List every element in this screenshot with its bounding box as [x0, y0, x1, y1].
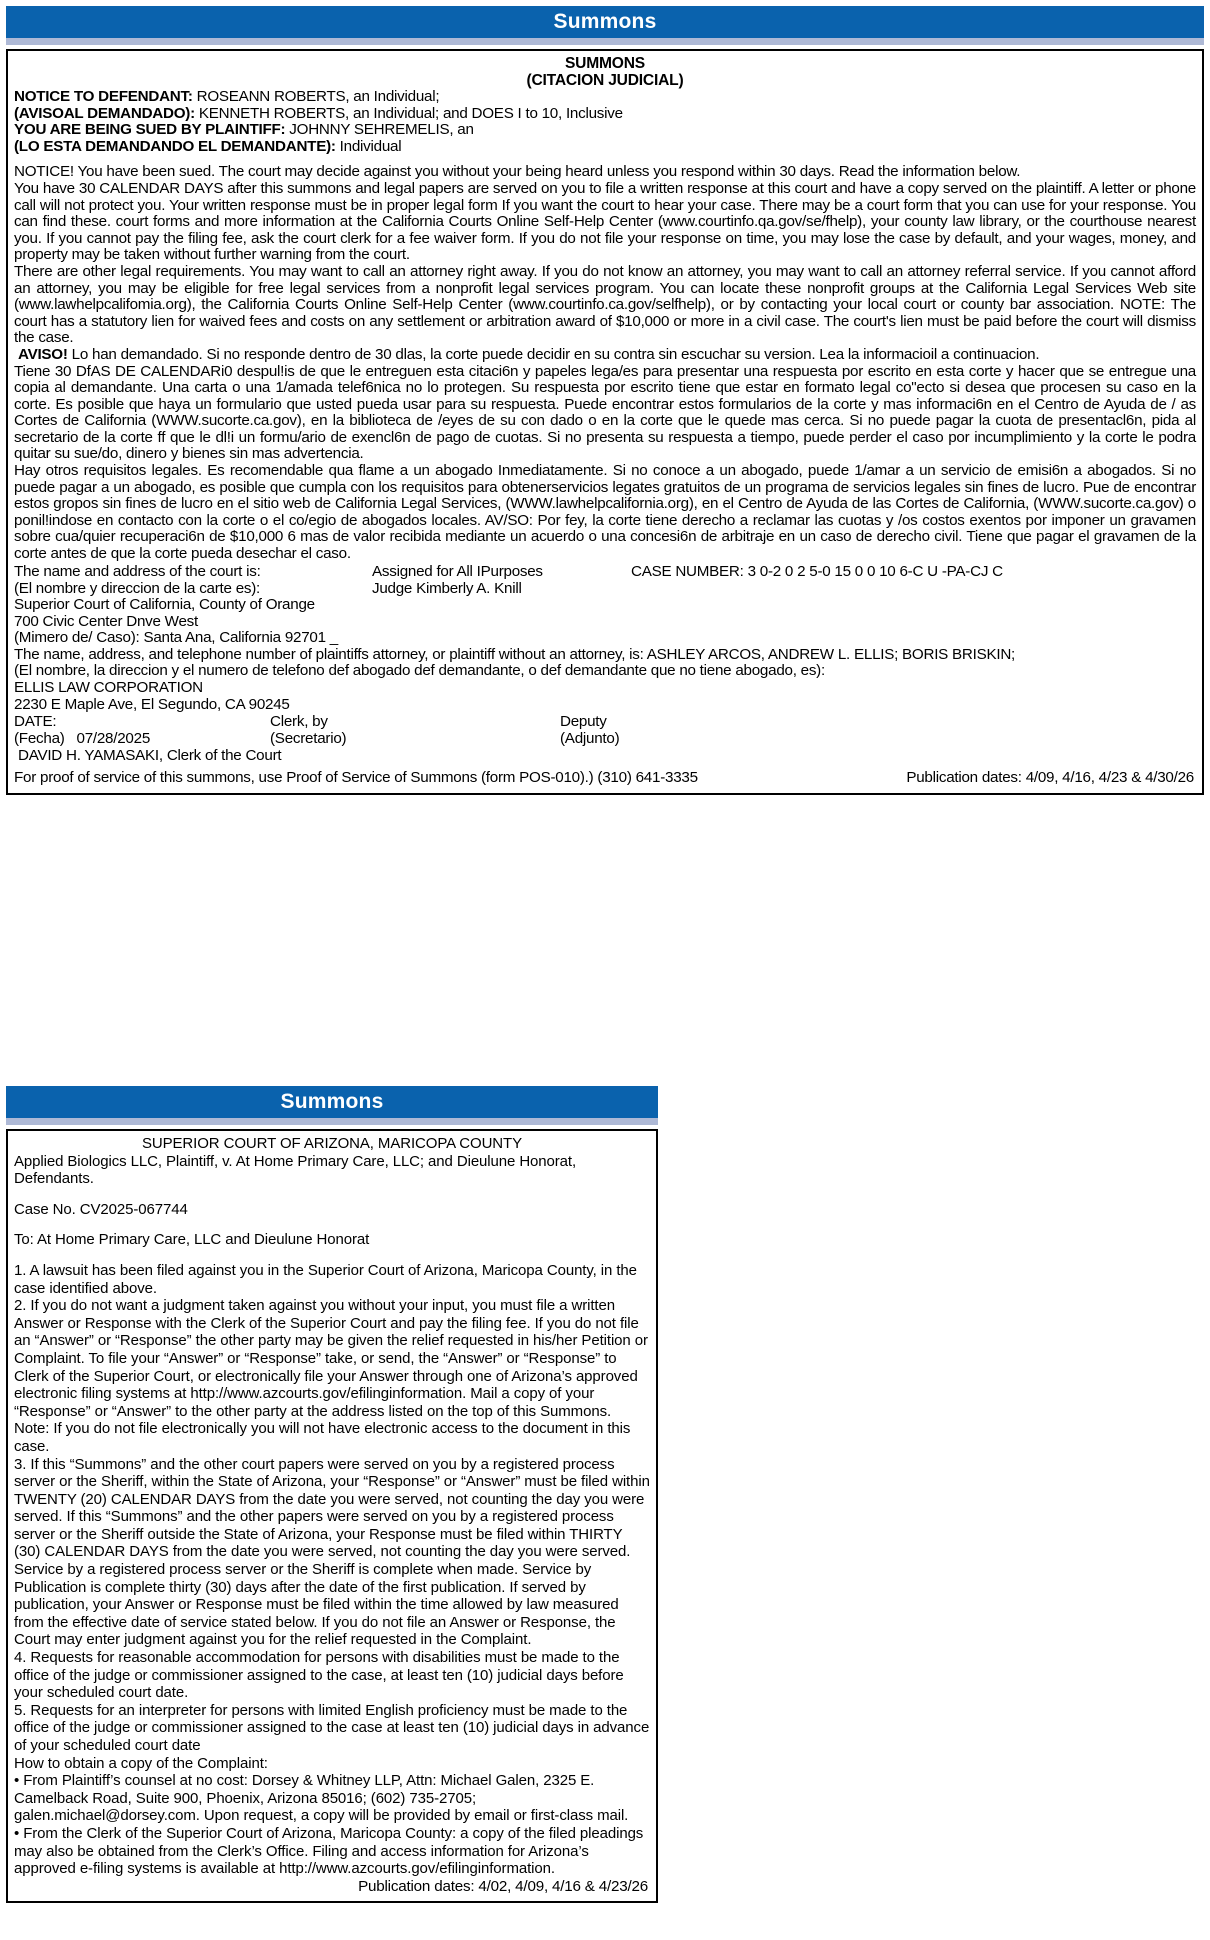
fecha-label-text: (Fecha): [14, 730, 65, 748]
assigned-judge-name: Judge Kimberly A. Knill: [372, 579, 522, 597]
attorney-firm-name: ELLIS LAW CORPORATION: [14, 678, 203, 696]
notice-paragraph-spanish-2: Hay otros requisitos legales. Es recomendable qua flame a un abogado Inmediatamente. Si no conoce a un abogado, puede 1/amar a un servicio de emisi6n a abogados. Si no puede pagar a un abogado, es posible que cumpla con los requisitos para obtenerservicios legates gratuitos de un programa de servicios legales sin fines de lucro. Pue de encontrar estos gropos sin fines de lucro en el sitio web de California Legal Services, (WWW.lawhelpcalifornia.org), en el Centro de Ayuda de las Cortes de California, (WWW.sucorte.ca.gov) o ponil!indose en contacto con la corte o el co/egio de abogados locales. AV/SO: Por fey, la corte tiene derecho a reclamar las cuotas y /os costos exentos por imponer un gravamen sobre cua/quier recuperaci6n de $10,000 6 mas de valor recibida mediante un acuerdo o una concesi6n de arbitraje en un caso de derecho civil. Tiene que pagar el gravamen de la corte antes de que la corte pueda desechar el caso.: [14, 462, 1196, 563]
arizona-case-caption: Applied Biologics LLC, Plaintiff, v. At Home Primary Care, LLC; and Dieulune Honorat, Defendants.: [14, 1152, 577, 1188]
court-street-line: 700 Civic Center Dnve West: [14, 612, 198, 630]
court-name-address-label: The name and address of the court is:: [14, 562, 261, 580]
notice-paragraph-english-1: NOTICE! You have been sued. The court may decide against you without your being heard unless you respond within 30 days. Read the information below.: [14, 163, 1021, 181]
case-number-text: CASE NUMBER: 3 0-2 0 2 5-0 15 0 0 10 6-C U -PA-CJ C: [631, 562, 1003, 580]
notice-footer-1: [14, 769, 1196, 788]
fecha-value: 07/28/2025: [76, 730, 151, 748]
party-label-notice-to-defendant: NOTICE TO DEFENDANT:: [14, 88, 193, 105]
arizona-item-5: 5. Requests for an interpreter for persons with limited English proficiency must be made to the office of the judge or commissioner assigned to the case at least ten (10) judicial days in advance of your scheduled court date: [14, 1701, 650, 1754]
attorney-line-spanish: (El nombre, la direccion y el numero de telefono def abogado def demandante, o def demandante que no tiene abogado, es):: [14, 662, 825, 680]
publication-dates-2: Publication dates: 4/02, 4/09, 4/16 & 4/23/26: [358, 1877, 648, 1895]
arizona-case-number: Case No. CV2025-067744: [14, 1200, 188, 1218]
arizona-bullet-2: • From the Clerk of the Superior Court of Arizona, Maricopa County: a copy of the filed pleadings may also be obtained from the Clerk’s Office. Filing and access information for Arizona’s approved e-filing systems is available at http://www.azcourts.gov/efilinginformation.: [14, 1824, 644, 1878]
publication-dates-1: Publication dates: 4/09, 4/16, 4/23 & 4/30/26: [906, 769, 1194, 787]
party-label-demandante: (LO ESTA DEMANDANDO EL DEMANDANTE):: [14, 137, 336, 155]
attorney-line-english: The name, address, and telephone number of plaintiffs attorney, or plaintiff without an attorney, is: ASHLEY ARCOS, ANDREW L. ELLIS; BORIS BRISKIN;: [14, 645, 1016, 663]
party-label-sued-by-plaintiff: YOU ARE BEING SUED BY PLAINTIFF:: [14, 121, 286, 139]
fecha-label: [14, 730, 150, 747]
proof-of-service-text: For proof of service of this summons, use Proof of Service of Summons (form POS-010).) (310) 641-3335: [14, 769, 698, 787]
banner-shadow-2: [6, 1118, 658, 1125]
spacer-before-case-no: [14, 1188, 650, 1201]
arizona-court-title: SUPERIOR COURT OF ARIZONA, MARICOPA COUNTY: [141, 1135, 522, 1152]
notice-body-1: [6, 49, 1204, 795]
court-city-line: (Mimero de/ Caso): Santa Ana, California 92701 _: [14, 629, 338, 647]
party-value-sued-by-plaintiff: JOHNNY SEHREMELIS, an: [285, 121, 474, 139]
clerk-of-court-name-text: DAVID H. YAMASAKI, Clerk of the Court: [17, 746, 282, 764]
notice-card-california-summons: [6, 6, 1204, 795]
signature-row-1: [14, 713, 1196, 730]
party-line-plaintiff: [14, 122, 1196, 139]
notice-banner-summons-2: Summons: [6, 1086, 658, 1118]
notice-body-2: [6, 1129, 658, 1903]
notice-banner-summons-1: Summons: [6, 6, 1204, 38]
clerk-by-label: Clerk, by: [270, 713, 328, 731]
aviso-paragraph: [14, 347, 1196, 364]
date-label: DATE:: [14, 713, 57, 731]
banner-shadow-1: [6, 38, 1204, 45]
party-value-demandante: Individual: [335, 137, 402, 155]
arizona-item-2: 2. If you do not want a judgment taken against you without your input, you must file a written Answer or Response with the Clerk of the Superior Court and pay the filing fee. If you do not file an “Answer” or “Response” the other party may be given the relief requested in his/her Petition or Complaint. To file your “Answer” or “Response” take, or send, the “Answer” or “Response” to Clerk of the Superior Court, or electronically file your Answer through one of Arizona’s approved electronic filing systems at http://www.azcourts.gov/efilinginformation. Mail a copy of your “Response” or “Answer” to the other party at the address listed on the top of this Summons. Note: If you do not file electronically you will not have electronic access to the document in this case.: [14, 1297, 648, 1455]
notice-paragraph-english-3: There are other legal requirements. You may want to call an attorney right away. If you do not know an attorney, you may want to call an attorney referral service. If you cannot afford an attorney, you may be eligible for free legal services from a nonprofit legal services program. You can locate these nonprofit groups at the California Legal Services Web site (www.lawhelpcalifomia.org), the California Courts Online Self-Help Center (www.courtinfo.ca.gov/selfhelp), or by contacting your local court or county bar association. NOTE: The court has a statutory lien for waived fees and costs on any settlement or arbitration award of $10,000 or more in a civil case. The court's lien must be paid before the court will dismiss the case.: [14, 262, 1196, 347]
assigned-all-purposes-text: Assigned for All IPurposes: [372, 562, 543, 580]
party-value-notice-to-defendant: ROSEANN ROBERTS, an Individual;: [192, 88, 440, 105]
notice-paragraph-spanish-1: Tiene 30 DfAS DE CALENDARi0 despul!is de que le entreguen esta citaci6n y papeles lega/es para presentar una respuesta por escrito en esta corte y hacer que se entregue una copia al demandante. Una carta o una 1/amada telef6nica no lo protegen. Su respuesta por escrito tiene que estar en formato legal co"ecto si desea que procesen su caso en la corte. Es posible que haya un formulario que usted pueda usar para su respuesta. Puede encontrar estos formularios de la corte y mas informaci6n en el Centro de Ayuda de / as Cortes de California (WWW.sucorte.ca.gov), en la biblioteca de /eyes de su con dado o en la corte que le quede mas cerca. Si no puede pagar la cuota de presentacl6n, pida al secretario de la corte ff que le dl!i un formu/ario de exencl6n de pago de cuotas. Si no presenta su respuesta a tiempo, puede perder el caso por incumplimiento y la corte le podra quitar su sue/do, dinero y bienes sin mas advertencia.: [14, 362, 1196, 463]
party-line-aviso-demandado: [14, 106, 1196, 123]
court-row-2: [14, 580, 1196, 597]
notice-paragraph-english-2: You have 30 CALENDAR DAYS after this summons and legal papers are served on you to file a written response at this court and have a copy served on the plaintiff. A letter or phone call will not protect you. Your written response must be in proper legal form If you want the court to hear your case. There may be a court form that you can use for your response. You can find these. court forms and more information at the California Courts Online Self-Help Center (www.courtinfo.qa.gov/se/fhelp), your county law library, or the courthouse nearest you. If you cannot pay the filing fee, ask the court clerk for a fee waiver form. If you do not file your response on time, you may lose the case by default, and your wages, money, and property may be taken without further warning from the court.: [14, 179, 1196, 264]
summons-heading-english: SUMMONS: [564, 55, 646, 72]
attorney-firm-address: 2230 E Maple Ave, El Segundo, CA 90245: [14, 695, 290, 713]
party-label-aviso-demandado: (AVISOAL DEMANDADO):: [14, 104, 195, 122]
arizona-to-line: To: At Home Primary Care, LLC and Dieulune Honorat: [14, 1231, 370, 1249]
aviso-label: AVISO!: [17, 345, 68, 363]
spacer-before-to-line: [14, 1218, 650, 1231]
arizona-bullet-1: • From Plaintiff’s counsel at no cost: Dorsey & Whitney LLP, Attn: Michael Galen, 2325 E. Camelback Road, Suite 900, Phoenix, Arizona 85016; (602) 735-2705; galen.michael@dorsey.com. Upon request, a copy will be provided by email or first-class mail.: [14, 1772, 629, 1825]
arizona-item-4: 4. Requests for reasonable accommodation for persons with disabilities must be made to the office of the judge or commissioner assigned to the case, at least ten (10) judicial days before your scheduled court date.: [14, 1649, 624, 1702]
how-to-obtain-complaint-label: How to obtain a copy of the Complaint:: [14, 1754, 268, 1772]
party-line-demandante: [14, 139, 1196, 156]
court-name-address-label-spanish: (El nombre y direccion de la carte es):: [14, 579, 261, 597]
adjunto-label: (Adjunto): [560, 730, 620, 748]
signature-row-2: [14, 730, 1196, 747]
secretario-label: (Secretario): [270, 730, 347, 748]
aviso-text: Lo han demandado. Si no responde dentro de 30 dlas, la corte puede decidir en su contra sin escuchar su version. Lea la informacioil a continuacion.: [67, 345, 1040, 363]
deputy-label: Deputy: [560, 713, 607, 731]
notice-card-arizona-summons: [6, 1086, 658, 1903]
court-row-1: [14, 563, 1196, 580]
summons-heading-spanish: (CITACION JUDICIAL): [526, 72, 684, 89]
arizona-item-1: 1. A lawsuit has been filed against you in the Superior Court of Arizona, Maricopa County, in the case identified above.: [14, 1261, 637, 1297]
party-value-aviso-demandado: KENNETH ROBERTS, an Individual; and DOES I to 10, Inclusive: [194, 104, 623, 122]
spacer-before-items: [14, 1249, 650, 1262]
party-line-defendant: [14, 89, 1196, 106]
arizona-item-3: 3. If this “Summons” and the other court papers were served on you by a registered process server or the Sheriff, within the State of Arizona, your “Response” or “Answer” must be filed within TWENTY (20) CALENDAR DAYS from the date you were served, not counting the day you were served. If this “Summons” and the other papers were served on you by a registered process server or the Sheriff outside the State of Arizona, your Response must be filed within THIRTY (30) CALENDAR DAYS from the date you were served, not counting the day you were served. Service by a registered process server or the Sheriff is complete when made. Service by Publication is complete thirty (30) days after the date of the first publication. If served by publication, your Answer or Response must be filed within the time allowed by law measured from the effective date of service stated below. If you do not file an Answer or Response, the Court may enter judgment against you for the relief requested in the Complaint.: [14, 1455, 650, 1649]
clerk-of-court-name: [14, 748, 1196, 765]
court-name-line: Superior Court of California, County of Orange: [14, 596, 315, 613]
